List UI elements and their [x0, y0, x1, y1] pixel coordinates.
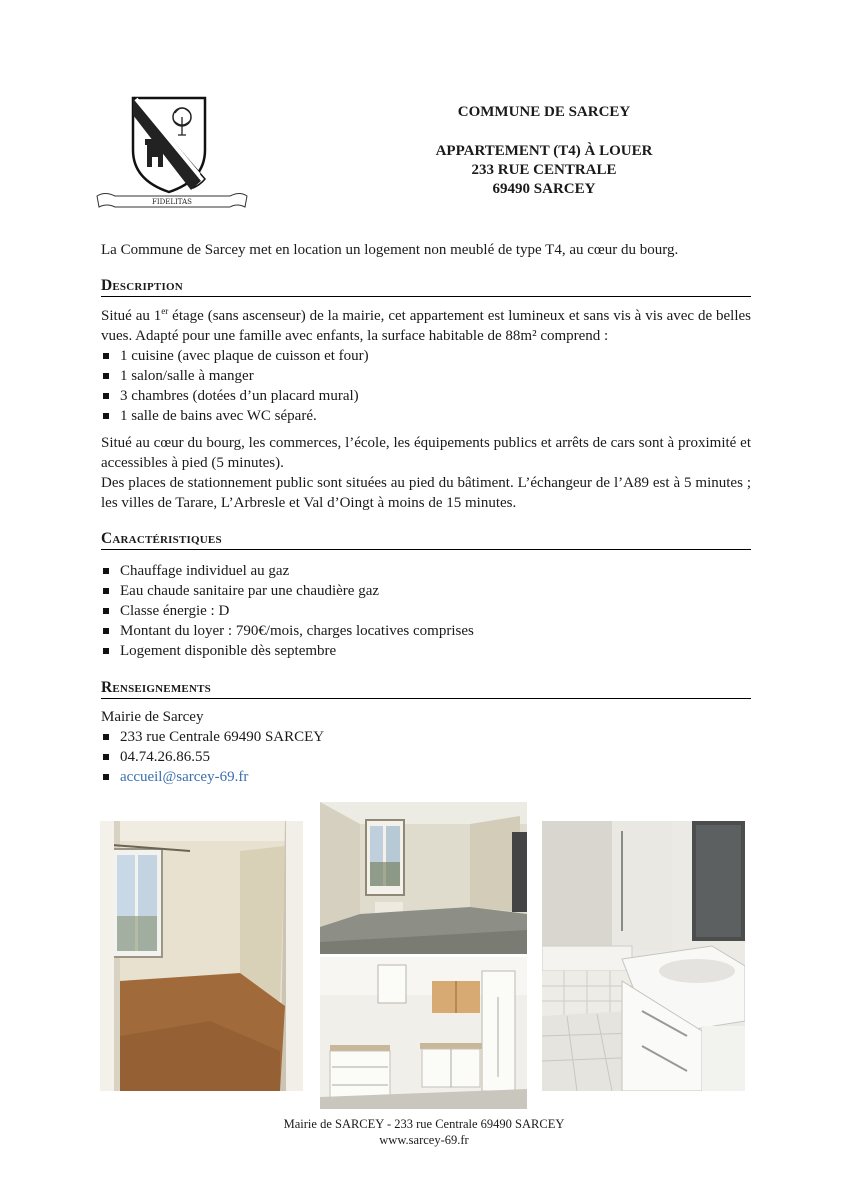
- bedroom-photo: [320, 802, 527, 954]
- list-item: Chauffage individuel au gaz: [101, 561, 751, 581]
- email-link[interactable]: accueil@sarcey-69.fr: [120, 769, 249, 785]
- rooms-list: [101, 346, 751, 426]
- parking-paragraph: Des places de stationnement public sont situées au pied du bâtiment. L’échangeur de l’A89 est à 5 minutes ; les villes de Tarare, L’Arbresle et Val d’Oingt à moins de 15 minutes.: [101, 475, 751, 511]
- list-item: 3 chambres (dotées d’un placard mural): [101, 386, 751, 406]
- description-paragraph: [101, 306, 751, 346]
- list-item: 1 cuisine (avec plaque de cuisson et four): [101, 346, 751, 366]
- commune-title: COMMUNE DE SARCEY: [457, 104, 631, 120]
- listing-title-line3: 69490 SARCEY: [492, 181, 596, 197]
- list-item: Eau chaude sanitaire par une chaudière gaz: [101, 581, 751, 601]
- listing-title-line1: APPARTEMENT (T4) À LOUER: [435, 143, 653, 159]
- listing-title-line2: 233 RUE CENTRALE: [471, 162, 617, 178]
- bathroom-photo: [542, 821, 745, 1091]
- footer-address: Mairie de SARCEY - 233 rue Centrale 69490 SARCEY: [283, 1117, 565, 1131]
- features-heading: Caractéristiques: [101, 529, 751, 550]
- list-item: 1 salon/salle à manger: [101, 366, 751, 386]
- description-text-a: Situé au 1: [101, 308, 162, 324]
- contact-email-item: [101, 767, 751, 787]
- features-list: [101, 561, 751, 661]
- contact-heading: Renseignements: [101, 678, 751, 699]
- contact-address: 233 rue Centrale 69490 SARCEY: [101, 727, 751, 747]
- list-item: 1 salle de bains avec WC séparé.: [101, 406, 751, 426]
- logo-motto: FIDELITAS: [152, 198, 192, 206]
- contact-name: Mairie de Sarcey: [101, 709, 204, 725]
- floor-superscript: er: [161, 306, 169, 316]
- coat-of-arms-logo: [95, 95, 250, 213]
- description-text-b: étage (sans ascenseur) de la mairie, cet appartement est lumineux et sans vis à vis avec de belles vues. Adapté pour une famille avec enfants, la surface habitable de 88m² comprend :: [101, 308, 751, 344]
- living-room-photo: [100, 821, 303, 1091]
- list-item: Classe énergie : D: [101, 601, 751, 621]
- kitchen-photo: [320, 957, 527, 1109]
- contact-list: [101, 727, 751, 787]
- description-heading: Description: [101, 276, 751, 297]
- intro-text: La Commune de Sarcey met en location un logement non meublé de type T4, au cœur du bourg.: [101, 242, 679, 258]
- list-item: Montant du loyer : 790€/mois, charges locatives comprises: [101, 621, 751, 641]
- location-paragraph: Situé au cœur du bourg, les commerces, l’école, les équipements publics et arrêts de cars sont à proximité et accessibles à pied (5 minutes).: [101, 435, 751, 471]
- list-item: Logement disponible dès septembre: [101, 641, 751, 661]
- footer-website[interactable]: www.sarcey-69.fr: [379, 1133, 469, 1147]
- contact-phone: 04.74.26.86.55: [101, 747, 751, 767]
